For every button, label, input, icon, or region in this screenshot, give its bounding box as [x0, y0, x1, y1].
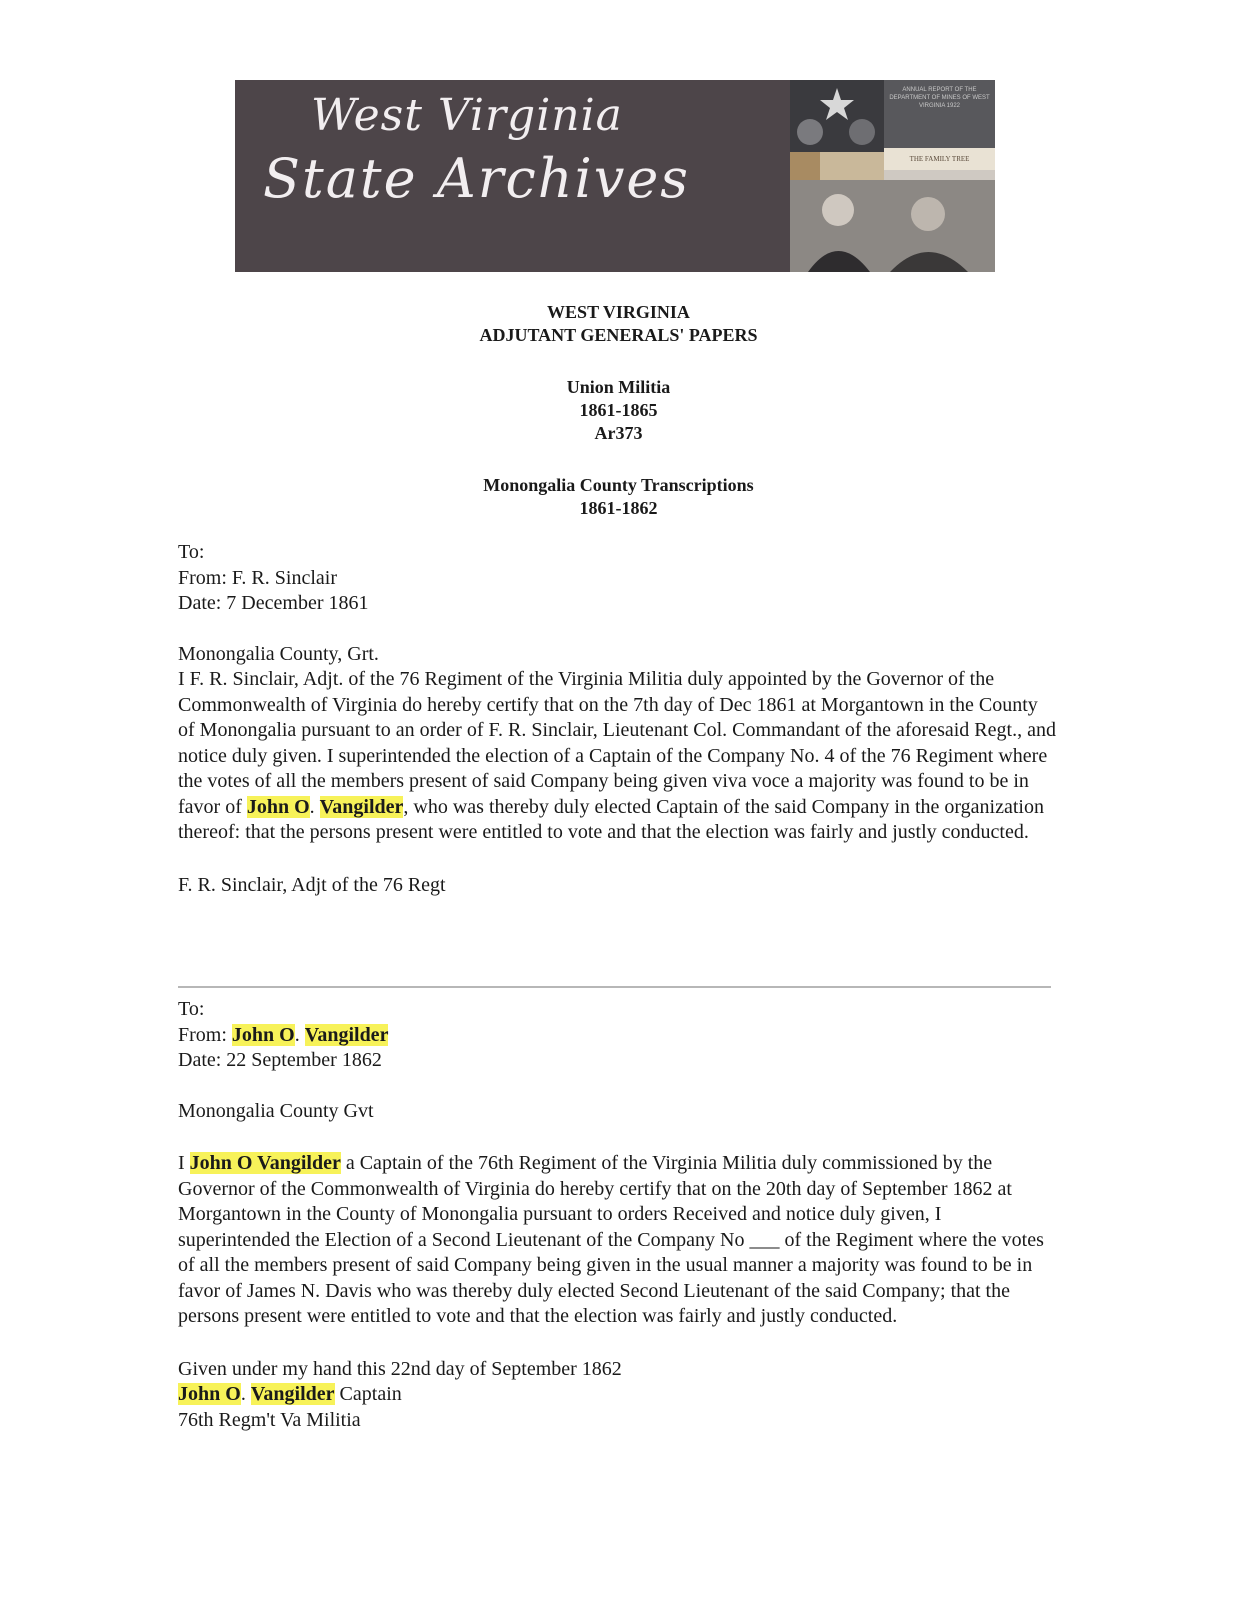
memo1-from	[178, 566, 1058, 592]
memo2-body-prefix: I	[178, 1152, 190, 1174]
memo2-given: Given under my hand this 22nd day of September 1862	[178, 1357, 622, 1380]
memo-divider	[178, 986, 1051, 988]
collage-paper-image	[820, 152, 884, 180]
memo1-to: To:	[178, 541, 205, 563]
memo1-from-label: From:	[178, 566, 232, 589]
memo2-unit: 76th Regm't Va Militia	[178, 1408, 361, 1431]
memo1-county: Monongalia County, Grt.	[178, 642, 379, 665]
memo2-sig-title: Captain	[334, 1383, 402, 1405]
highlight-name-last: Vangilder	[304, 1023, 389, 1046]
memo1-body	[178, 667, 1058, 846]
header-county: Monongalia County Transcriptions	[483, 475, 754, 495]
memo2-sig-sep: .	[240, 1383, 251, 1405]
header-militia: Union Militia	[566, 377, 671, 397]
header-years: 1861-1865	[579, 400, 658, 420]
banner-title-line1: West Virginia	[311, 90, 623, 141]
banner-title	[263, 90, 690, 210]
banner-title-line2: State Archives	[263, 147, 690, 210]
memo2-body	[178, 1151, 1058, 1330]
collage-family-tree-label: THE FAMILY TREE	[884, 148, 995, 170]
header-county-years: 1861-1862	[579, 498, 658, 518]
memo2-signature	[178, 1382, 1058, 1408]
portrait-icon	[790, 180, 995, 272]
highlight-name-first: John O	[231, 1023, 295, 1046]
memo2-name-sep: .	[294, 1023, 305, 1046]
banner-photo-collage	[790, 80, 995, 272]
memo1-date: Date: 7 December 1861	[178, 592, 369, 614]
collection-title	[0, 301, 1237, 347]
highlight-full-name: John O Vangilder	[189, 1152, 341, 1174]
highlight-name-last: Vangilder	[250, 1383, 335, 1405]
transcription-title	[0, 474, 1237, 520]
header-state: WEST VIRGINIA	[547, 302, 690, 322]
memo2-to: To:	[178, 998, 205, 1020]
collage-portrait-photo	[790, 180, 995, 272]
memo-1861	[178, 540, 1058, 898]
collage-document-image	[790, 152, 820, 180]
memo-1862	[178, 997, 1058, 1433]
memo1-name-sep: .	[309, 795, 320, 818]
highlight-name-last: Vangilder	[319, 795, 404, 818]
highlight-name-first: John O	[178, 1383, 241, 1405]
star-icon	[790, 80, 884, 152]
archives-banner	[235, 80, 995, 272]
memo1-signature: F. R. Sinclair, Adjt of the 76 Regt	[178, 873, 446, 896]
collage-report-cover: ANNUAL REPORT OF THE DEPARTMENT OF MINES OF WEST VIRGINIA 1922	[884, 80, 995, 148]
memo1-from-name: F. R. Sinclair	[231, 566, 337, 589]
memo2-body-text: a Captain of the 76th Regiment of the Virginia Militia duly commissioned by the Governor of the Commonwealth of Virginia do hereby certify that on the 20th day of September 1862 at Morgantown in the County of Monongalia pursuant to orders Received and notice duly given, I superintended the Election of a Second Lieutenant of the Company No ___ of the Regiment where the votes of all the members present of said Company being given in the usual manner a majority was found to be in favor of James N. Davis who was thereby duly elected Second Lieutenant of the said Company; that the persons present were entitled to vote and that the election was fairly and justly conducted.	[178, 1152, 1044, 1327]
collage-stamps-image	[790, 80, 884, 152]
memo2-date: Date: 22 September 1862	[178, 1049, 382, 1071]
header-collection-id: Ar373	[594, 423, 643, 443]
series-title	[0, 376, 1237, 445]
header-papers: ADJUTANT GENERALS' PAPERS	[479, 325, 758, 345]
memo1-body-text: I F. R. Sinclair, Adjt. of the 76 Regiment of the Virginia Militia duly appointed by the Governor of the Commonwealth of Virginia do hereby certify that on the 7th day of Dec 1861 at Morgantown in the County of Monongalia pursuant to an order of F. R. Sinclair, Lieutenant Col. Commandant of the aforesaid Regt., and notice duly given. I superintended the election of a Captain of the Company No. 4 of the 76 Regiment where the votes of all the members present of said Company being given viva voce a majority was found to be in favor of	[178, 668, 1056, 818]
memo1-body-end: , who was thereby duly elected Captain of the said Company in the organization thereof: that the persons present were entitled to vote and that the election was fairly and justly conducted.	[178, 795, 1044, 843]
memo2-county: Monongalia County Gvt	[178, 1099, 374, 1122]
memo2-from	[178, 1023, 1058, 1049]
memo2-from-label: From:	[178, 1023, 232, 1046]
highlight-name-first: John O	[246, 795, 310, 818]
